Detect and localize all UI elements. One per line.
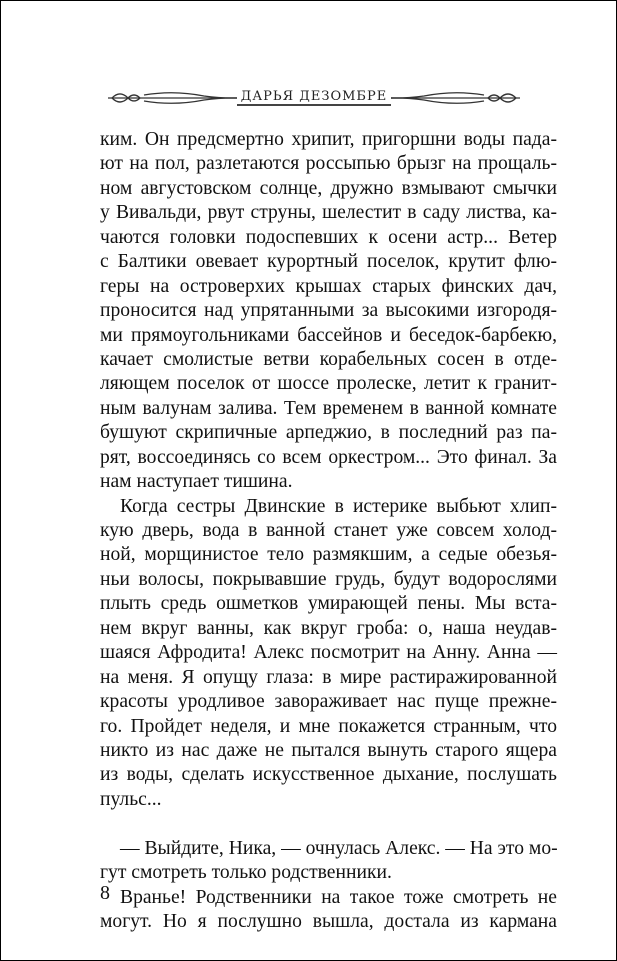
text-line: нам наступает тишина. [100,471,293,493]
text-line: ной, морщинистое тело размякшим, а седые обезья- [100,544,557,566]
text-line: на меня. Я опущу глаза: в мире растиражированной [100,666,557,688]
page-number: 8 [100,882,110,904]
text-line: могут. Но я послушно вышла, достала из кармана [100,911,557,932]
text-line: — Выйдите, Ника, — очнулась Алекс. — На это мо- [120,837,558,859]
text-line: красоты уродливое завораживает нас пуще прежне- [100,691,557,713]
text-line: у Вивальди, рвут струны, шелестит в саду листва, ка- [100,202,557,224]
text-line: плыть средь ошметков умирающей пены. Мы вста- [100,593,557,615]
text-line: рят, воссоединясь со всем оркестром... Это финал. За [100,446,557,468]
text-line: ют на пол, разлетаются россыпью брызг на прощаль- [100,153,557,175]
text-line: бушуют скрипичные арпеджио, в последний раз па- [100,422,557,444]
paragraph [100,128,557,495]
text-line: качает смолистые ветви корабельных сосен в отде- [100,348,557,370]
text-line: проносится над упрятанными за высокими изгородя- [100,300,557,322]
text-line: кую дверь, вода в ванной станет уже совсем холод- [100,520,557,541]
paragraph [100,837,557,886]
text-line: геры на островерхих крышах старых финских дач, [100,275,557,297]
text-line: го. Пройдет неделя, и мне покажется странным, что [100,715,557,737]
text-line: ми прямоугольниками бассейнов и беседок-барбекю, [100,324,557,346]
text-line: чаются головки подоспевших к осени астр... Ветер [100,226,557,248]
text-line: пульс... [100,788,162,810]
body-text [100,128,557,934]
text-line: Когда сестры Двинские в истерике выбьют хлип- [120,495,557,517]
text-line: из воды, сделать искусственное дыхание, послушать [100,764,557,786]
text-line: ным валунам залива. Тем временем в ванной комнате [100,397,557,419]
text-line: с Балтики овевает курортный поселок, крутит флю- [100,251,557,273]
paragraph-gap [100,812,557,836]
text-line: Вранье! Родственники на такое тоже смотреть не [120,886,557,908]
text-line: ким. Он предсмертно хрипит, пригоршни воды пада- [100,129,557,150]
text-line: ном августовском солнце, дружно взмывают смычки [100,177,557,199]
paragraph [100,495,557,813]
author-name: ДАРЬЯ ДЕЗОМБРЕ [237,89,391,106]
text-line: ляющем поселок от шоссе пролеске, летит к гранит- [100,373,557,395]
running-header [104,86,524,110]
text-line: шаяся Афродита! Алекс посмотрит на Анну. Анна — [100,642,557,664]
text-line: нем вкруг ванны, как вкруг гроба: о, наша неудав- [100,617,557,639]
text-line: гут смотреть только родственники. [100,862,392,884]
text-line: ньи волосы, покрывавшие грудь, будут водорослями [100,568,557,590]
paragraph [100,886,557,935]
text-line: никто из нас даже не пытался вынуть старого ящера [100,739,557,761]
